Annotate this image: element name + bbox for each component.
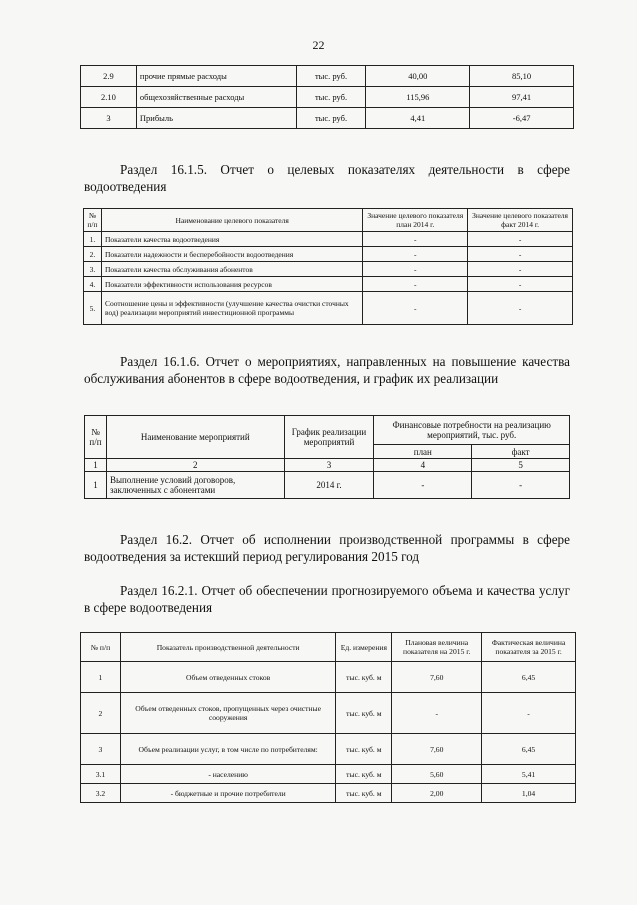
col-header-finance: Финансовые потребности на реализацию мероприятий, тыс. руб. bbox=[374, 416, 570, 445]
row-plan: 7,60 bbox=[392, 734, 482, 765]
table-header-row bbox=[81, 633, 576, 662]
row-unit: тыс. руб. bbox=[296, 66, 366, 87]
row-number: 1 bbox=[85, 472, 107, 499]
row-fact: - bbox=[468, 262, 573, 277]
col-header-indicator: Показатель производственной деятельности bbox=[120, 633, 335, 662]
row-fact: - bbox=[468, 247, 573, 262]
section-1615-heading: Раздел 16.1.5. Отчет о целевых показателях деятельности в сфере водоотведения bbox=[84, 162, 570, 194]
row-number: 2 bbox=[81, 693, 121, 734]
row-unit: тыс. куб. м bbox=[336, 784, 392, 803]
row-name: Объем реализации услуг, в том числе по потребителям: bbox=[120, 734, 335, 765]
row-unit: тыс. руб. bbox=[296, 87, 366, 108]
row-number: 3 bbox=[81, 108, 137, 129]
col-header-name: Наименование целевого показателя bbox=[101, 209, 362, 232]
row-name: Показатели качества водоотведения bbox=[101, 232, 362, 247]
row-fact: - bbox=[472, 472, 570, 499]
col-header-number: № п/п bbox=[84, 209, 102, 232]
row-unit: тыс. куб. м bbox=[336, 765, 392, 784]
row-unit: тыс. куб. м bbox=[336, 734, 392, 765]
table-row bbox=[84, 247, 573, 262]
row-unit: тыс. руб. bbox=[296, 108, 366, 129]
table-row bbox=[85, 472, 570, 499]
section-1621-heading: Раздел 16.2.1. Отчет об обеспечении прогнозируемого объема и качества услуг в сфере водоотведения bbox=[84, 583, 570, 615]
table-header-row bbox=[84, 209, 573, 232]
col-number: 4 bbox=[374, 459, 472, 472]
table-header-row bbox=[85, 416, 570, 445]
row-number: 2.9 bbox=[81, 66, 137, 87]
row-name: Показатели качества обслуживания абонентов bbox=[101, 262, 362, 277]
row-name: Объем отведенных стоков, пропущенных через очистные сооружения bbox=[120, 693, 335, 734]
row-name: - бюджетные и прочие потребители bbox=[120, 784, 335, 803]
row-name: общехозяйственные расходы bbox=[136, 87, 296, 108]
row-plan: - bbox=[363, 247, 468, 262]
table-row bbox=[84, 292, 573, 325]
row-number: 2.10 bbox=[81, 87, 137, 108]
table-row bbox=[81, 693, 576, 734]
row-name: Объем отведенных стоков bbox=[120, 662, 335, 693]
row-unit: тыс. куб. м bbox=[336, 693, 392, 734]
column-number-row bbox=[85, 459, 570, 472]
table-row bbox=[84, 277, 573, 292]
col-header-fact: факт bbox=[472, 445, 570, 459]
row-name: прочие прямые расходы bbox=[136, 66, 296, 87]
table-row bbox=[84, 232, 573, 247]
col-header-number: № п/п bbox=[81, 633, 121, 662]
col-header-name: Наименование мероприятий bbox=[106, 416, 284, 459]
production-program-table bbox=[80, 632, 576, 803]
table-row bbox=[84, 262, 573, 277]
row-fact: - bbox=[468, 232, 573, 247]
row-plan: - bbox=[363, 262, 468, 277]
row-fact: 5,41 bbox=[482, 765, 576, 784]
table-row bbox=[81, 784, 576, 803]
row-number: 3.1 bbox=[81, 765, 121, 784]
col-header-plan: Плановая величина показателя на 2015 г. bbox=[392, 633, 482, 662]
row-schedule: 2014 г. bbox=[284, 472, 374, 499]
section-1616-heading: Раздел 16.1.6. Отчет о мероприятиях, направленных на повышение качества обслуживания абонентов в сфере водоотведения, и график их реализации bbox=[84, 354, 570, 386]
target-indicators-table bbox=[83, 208, 573, 325]
row-plan: - bbox=[363, 232, 468, 247]
col-header-unit: Ед. измерения bbox=[336, 633, 392, 662]
col-number: 3 bbox=[284, 459, 374, 472]
row-plan: 2,00 bbox=[392, 784, 482, 803]
row-number: 3 bbox=[81, 734, 121, 765]
row-plan: 40,00 bbox=[366, 66, 470, 87]
row-fact: 6,45 bbox=[482, 734, 576, 765]
row-number: 4. bbox=[84, 277, 102, 292]
col-header-number: № п/п bbox=[85, 416, 107, 459]
row-fact: 1,04 bbox=[482, 784, 576, 803]
col-number: 5 bbox=[472, 459, 570, 472]
row-name: Показатели эффективности использования ресурсов bbox=[101, 277, 362, 292]
row-name: Показатели надежности и бесперебойности водоотведения bbox=[101, 247, 362, 262]
col-number: 2 bbox=[106, 459, 284, 472]
row-unit: тыс. куб. м bbox=[336, 662, 392, 693]
row-plan: - bbox=[363, 292, 468, 325]
row-fact: - bbox=[468, 292, 573, 325]
col-number: 1 bbox=[85, 459, 107, 472]
row-number: 3. bbox=[84, 262, 102, 277]
row-fact: -6,47 bbox=[470, 108, 574, 129]
row-number: 5. bbox=[84, 292, 102, 325]
row-name: - населению bbox=[120, 765, 335, 784]
measures-table bbox=[84, 415, 570, 499]
row-fact: - bbox=[482, 693, 576, 734]
row-plan: - bbox=[374, 472, 472, 499]
row-name: Прибыль bbox=[136, 108, 296, 129]
row-plan: 7,60 bbox=[392, 662, 482, 693]
col-header-plan: Значение целевого показателя план 2014 г. bbox=[363, 209, 468, 232]
col-header-schedule: График реализации мероприятий bbox=[284, 416, 374, 459]
cost-table bbox=[80, 65, 574, 129]
row-fact: - bbox=[468, 277, 573, 292]
row-plan: - bbox=[392, 693, 482, 734]
col-header-plan: план bbox=[374, 445, 472, 459]
row-plan: 115,96 bbox=[366, 87, 470, 108]
table-row bbox=[81, 734, 576, 765]
row-number: 1 bbox=[81, 662, 121, 693]
row-plan: 4,41 bbox=[366, 108, 470, 129]
col-header-fact: Значение целевого показателя факт 2014 г. bbox=[468, 209, 573, 232]
table-row bbox=[81, 66, 574, 87]
table-row bbox=[81, 765, 576, 784]
row-fact: 6,45 bbox=[482, 662, 576, 693]
col-header-fact: Фактическая величина показателя за 2015 г. bbox=[482, 633, 576, 662]
table-row bbox=[81, 662, 576, 693]
row-fact: 85,10 bbox=[470, 66, 574, 87]
row-plan: - bbox=[363, 277, 468, 292]
row-plan: 5,60 bbox=[392, 765, 482, 784]
table-row bbox=[81, 87, 574, 108]
page-number: 22 bbox=[312, 38, 325, 52]
row-fact: 97,41 bbox=[470, 87, 574, 108]
row-number: 1. bbox=[84, 232, 102, 247]
row-number: 3.2 bbox=[81, 784, 121, 803]
section-162-heading: Раздел 16.2. Отчет об исполнении производственной программы в сфере водоотведения за истекший период регулирования 2015 год bbox=[84, 532, 570, 564]
table-row bbox=[81, 108, 574, 129]
row-name: Соотношение цены и эффективности (улучшение качества очистки сточных вод) реализации мероприятий инвестиционной программы bbox=[101, 292, 362, 325]
row-number: 2. bbox=[84, 247, 102, 262]
row-name: Выполнение условий договоров, заключенных с абонентами bbox=[106, 472, 284, 499]
